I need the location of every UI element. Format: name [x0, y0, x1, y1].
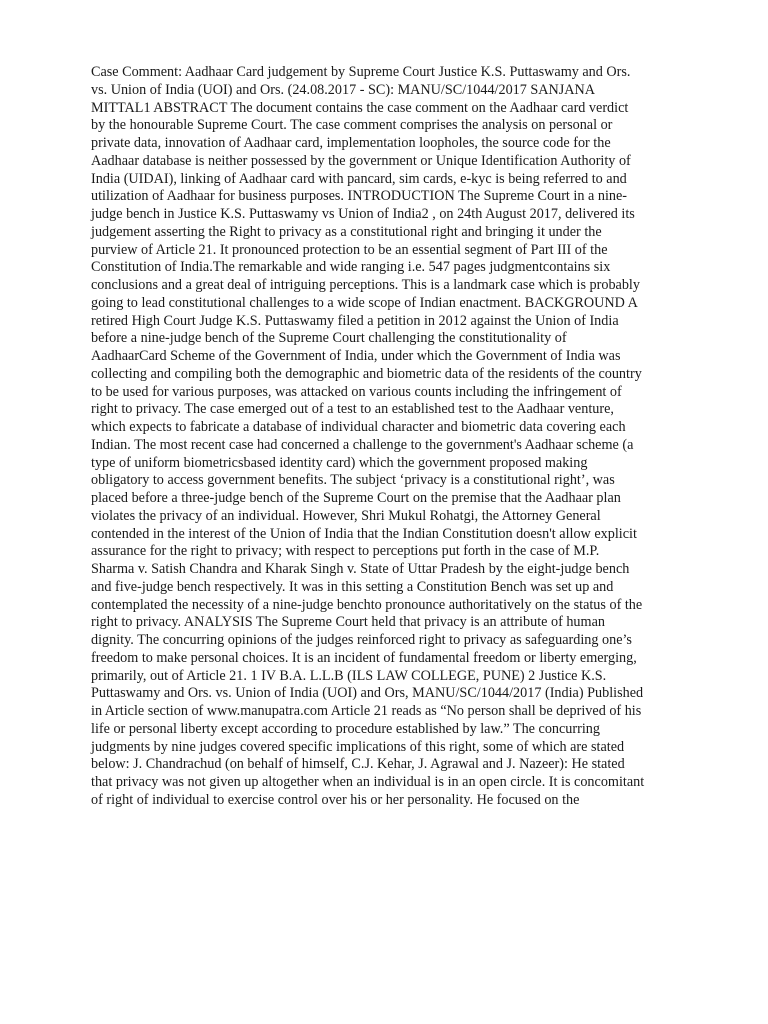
text-line: that privacy was not given up altogether when an individual is in an open circle. It is concomitant	[91, 774, 645, 790]
text-line: before a nine-judge bench of the Supreme Court challenging the constitutionality of	[91, 330, 567, 347]
text-line: Case Comment: Aadhaar Card judgement by Supreme Court Justice K.S. Puttaswamy and Ors.	[91, 64, 631, 80]
text-line: judgement asserting the Right to privacy as a constitutional right and bringing it under the	[91, 223, 602, 240]
text-line: placed before a three-judge bench of the Supreme Court on the premise that the Aadhaar plan	[91, 490, 621, 506]
text-line: violates the privacy of an individual. However, Shri Mukul Rohatgi, the Attorney General	[91, 507, 601, 524]
text-line: judgments by nine judges covered specific implications of this right, some of which are stated	[91, 738, 625, 755]
text-line: in Article section of www.manupatra.com Article 21 reads as “No person shall be deprived of his	[91, 703, 642, 719]
text-line: vs. Union of India (UOI) and Ors. (24.08.2017 - SC): MANU/SC/1044/2017 SANJANA	[91, 81, 596, 98]
text-line: freedom to make personal choices. It is an incident of fundamental freedom or liberty emerging,	[91, 649, 637, 666]
text-line: type of uniform biometricsbased identity card) which the government proposed making	[91, 454, 588, 471]
text-line: right to privacy. The case emerged out of a test to an established test to the Aadhaar venture,	[91, 401, 614, 418]
text-line: obligatory to access government benefits. The subject ‘privacy is a constitutional right’, was	[91, 472, 615, 489]
text-line: collecting and compiling both the demographic and biometric data of the residents of the country	[91, 365, 642, 382]
text-line: of right of individual to exercise control over his or her personality. He focused on the	[91, 791, 580, 808]
text-line: right to privacy. ANALYSIS The Supreme Court held that privacy is an attribute of human	[91, 614, 605, 631]
text-line: assurance for the right to privacy; with respect to perceptions put forth in the case of M.P.	[91, 543, 600, 560]
text-line: retired High Court Judge K.S. Puttaswamy filed a petition in 2012 against the Union of India	[91, 312, 619, 329]
text-line: going to lead constitutional challenges to a wide scope of Indian enactment. BACKGROUND A	[91, 294, 638, 311]
text-line: Aadhaar database is neither possessed by the government or Unique Identification Authority of	[91, 152, 631, 169]
text-line: which expects to fabricate a database of individual character and biometric data covering each	[91, 419, 626, 435]
text-line: contended in the interest of the Union of India that the Indian Constitution doesn't allow explicit	[91, 525, 637, 542]
text-line: utilization of Aadhaar for business purposes. INTRODUCTION The Supreme Court in a nine-	[91, 188, 627, 205]
text-line: Sharma v. Satish Chandra and Kharak Singh v. State of Uttar Pradesh by the eight-judge bench	[91, 561, 630, 577]
text-line: below: J. Chandrachud (on behalf of himself, C.J. Kehar, J. Agrawal and J. Nazeer): He stated	[91, 756, 625, 773]
text-line: by the honourable Supreme Court. The case comment comprises the analysis on personal or	[91, 117, 613, 134]
text-line: private data, innovation of Aadhaar card, implementation loopholes, the source code for the	[91, 135, 611, 151]
text-line: conclusions and a great deal of intriguing perceptions. This is a landmark case which is probably	[91, 277, 640, 293]
text-line: and five-judge bench respectively. It was in this setting a Constitution Bench was set up and	[91, 578, 614, 595]
text-line: to be used for various purposes, was attacked on various counts including the infringement of	[91, 383, 622, 400]
text-line: life or personal liberty except according to procedure established by law.” The concurring	[91, 720, 600, 737]
text-line: judge bench in Justice K.S. Puttaswamy vs Union of India2 , on 24th August 2017, delivered its	[91, 206, 635, 222]
text-line: Indian. The most recent case had concerned a challenge to the government's Aadhaar scheme (a	[91, 436, 634, 453]
text-line: AadhaarCard Scheme of the Government of India, under which the Government of India was	[91, 348, 621, 364]
text-line: MITTAL1 ABSTRACT The document contains the case comment on the Aadhaar card verdict	[91, 99, 629, 116]
text-line: Puttaswamy and Ors. vs. Union of India (UOI) and Ors, MANU/SC/1044/2017 (India) Published	[91, 685, 644, 702]
text-line: contemplated the necessity of a nine-judge benchto pronounce authoritatively on the status of the	[91, 596, 643, 613]
text-line: dignity. The concurring opinions of the judges reinforced right to privacy as safeguarding one’s	[91, 632, 632, 648]
text-line: purview of Article 21. It pronounced protection to be an essential segment of Part III of the	[91, 241, 608, 258]
text-line: Constitution of India.The remarkable and wide ranging i.e. 547 pages judgmentcontains six	[91, 259, 611, 276]
text-line: India (UIDAI), linking of Aadhaar card with pancard, sim cards, e-kyc is being referred to and	[91, 170, 627, 187]
document-body-text	[91, 64, 691, 810]
text-line: primarily, out of Article 21. 1 IV B.A. L.L.B (ILS LAW COLLEGE, PUNE) 2 Justice K.S.	[91, 667, 607, 684]
